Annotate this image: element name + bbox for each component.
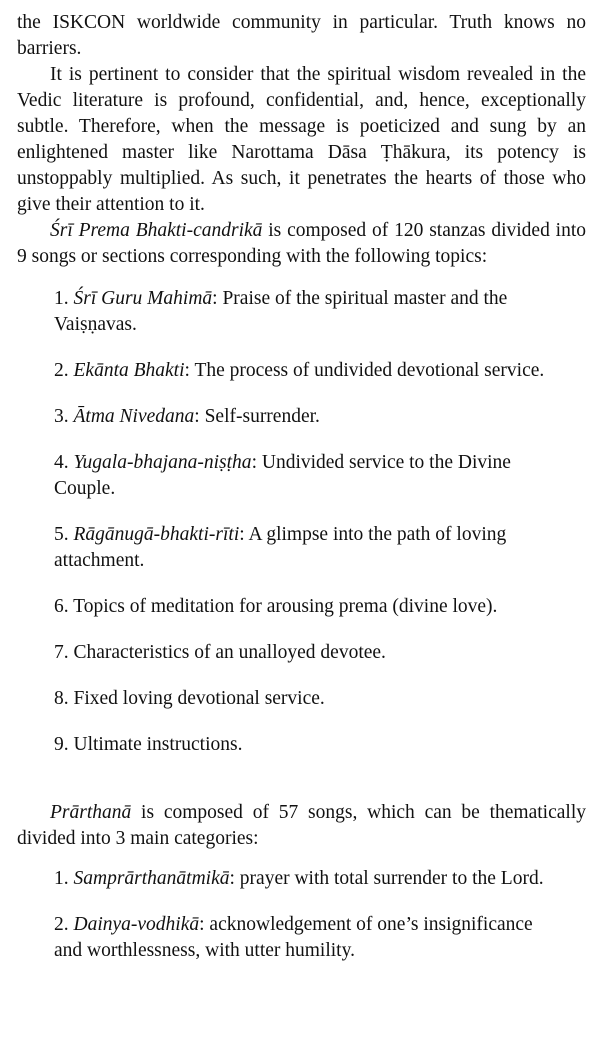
categories-list: [17, 866, 586, 964]
list-item-text: : prayer with total surrender to the Lord.: [229, 868, 544, 889]
title-prarthana: Prārthanā: [50, 802, 132, 823]
list-item: [17, 866, 586, 892]
list-item-number: 6.: [54, 596, 74, 617]
list-item-text: Ultimate instructions.: [73, 734, 243, 755]
title-prema-bhakti-candrika: Śrī Prema Bhakti-candrikā: [50, 220, 263, 241]
list-item-number: 1.: [54, 868, 74, 889]
list-item-title: Śrī Guru Mahimā: [73, 288, 213, 309]
list-item-text: : Praise of the spiritual master and the Vaiṣṇavas.: [54, 288, 508, 335]
list-item: [17, 522, 586, 574]
paragraph-intro: the ISKCON worldwide community in particular. Truth knows no barriers.: [17, 12, 586, 59]
list-item-number: 5.: [54, 524, 74, 545]
list-item: [17, 640, 586, 666]
list-item-text: Characteristics of an unalloyed devotee.: [73, 642, 386, 663]
list-item: [17, 686, 586, 712]
list-item: [17, 732, 586, 758]
paragraph-prema-bhakti: [17, 218, 586, 270]
list-item-title: Ekānta Bhakti: [73, 360, 185, 381]
list-item-text: : Undivided service to the Divine Couple.: [54, 452, 511, 499]
list-item-title: Yugala-bhajana-niṣṭha: [73, 452, 252, 473]
list-item-number: 2.: [54, 914, 74, 935]
list-item-text: : A glimpse into the path of loving attachment.: [54, 524, 507, 571]
list-item-number: 3.: [54, 406, 74, 427]
list-item-title: Ātma Nivedana: [73, 406, 195, 427]
list-item-number: 4.: [54, 452, 74, 473]
paragraph-prema-bhakti-text: is composed of 120 stanzas divided into 9 songs or sections corresponding with the following topics:: [17, 220, 587, 267]
list-item-number: 1.: [54, 288, 74, 309]
list-item: [17, 450, 586, 502]
list-item-number: 8.: [54, 688, 74, 709]
list-item-number: 7.: [54, 642, 74, 663]
list-item-title: Rāgānugā-bhakti-rīti: [73, 524, 240, 545]
paragraph-prarthana-text: is composed of 57 songs, which can be thematically divided into 3 main categories:: [17, 802, 586, 849]
list-item-text: Fixed loving devotional service.: [73, 688, 325, 709]
list-item-text: : acknowledgement of one’s insignificance and worthlessness, with utter humility.: [54, 914, 533, 961]
list-item-text: : Self-surrender.: [194, 406, 320, 427]
paragraph-prarthana: [17, 800, 586, 852]
list-item: [17, 286, 586, 338]
list-item: [17, 912, 586, 964]
paragraph-vedic-wisdom: It is pertinent to consider that the spiritual wisdom revealed in the Vedic literature is profound, confidential, and, hence, exceptionally subtle. Therefore, when the message is poeticized and sung by an enlightened master like Narottama Dāsa Ṭhākura, its potency is unstoppably multiplied. As such, it penetrates the hearts of those who give their attention to it.: [17, 64, 586, 215]
list-item: [17, 358, 586, 384]
list-item-title: Samprārthanātmikā: [73, 868, 230, 889]
topics-list: [17, 286, 586, 758]
list-item: [17, 594, 586, 620]
list-item: [17, 404, 586, 430]
list-item-number: 2.: [54, 360, 74, 381]
list-item-text: Topics of meditation for arousing prema (divine love).: [73, 596, 498, 617]
list-item-title: Dainya-vodhikā: [73, 914, 200, 935]
list-item-number: 9.: [54, 734, 74, 755]
list-item-text: : The process of undivided devotional service.: [184, 360, 545, 381]
